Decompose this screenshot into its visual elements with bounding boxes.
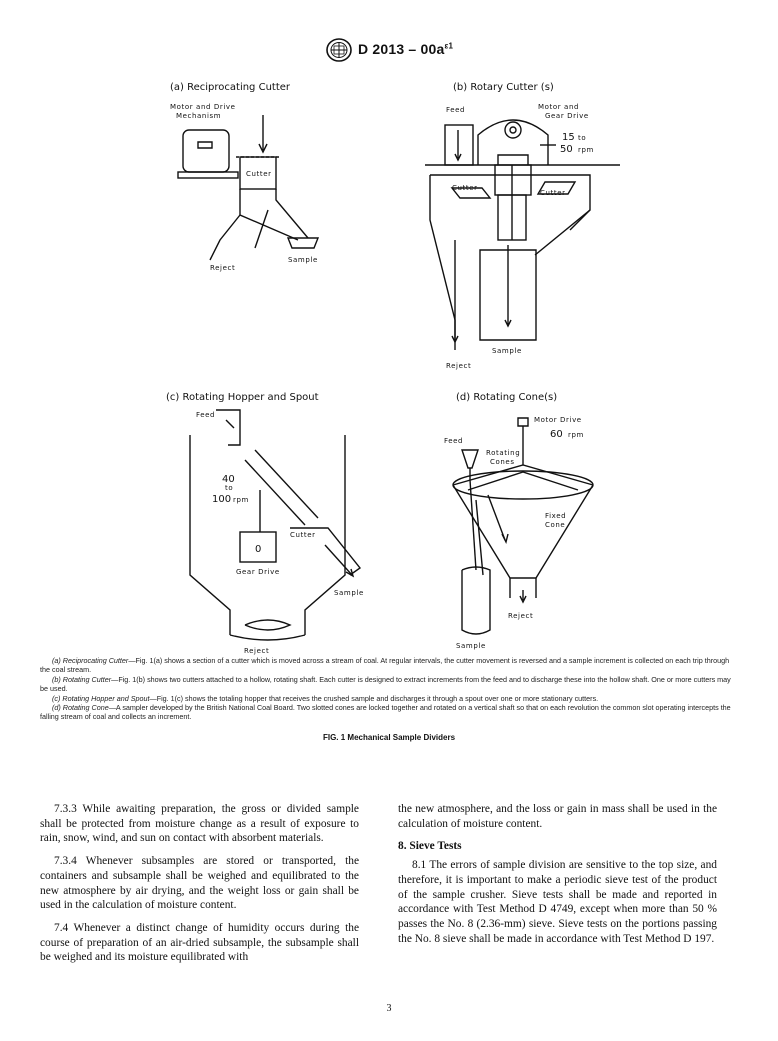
svg-text:Feed: Feed <box>196 411 216 419</box>
svg-text:(c) Rotating Hopper and Spo: (c) Rotating Hopper and Spout <box>166 392 319 403</box>
svg-text:Sample: Sample <box>456 642 486 650</box>
svg-text:0: 0 <box>255 544 262 555</box>
figure-captions <box>40 656 740 722</box>
svg-text:Motor and Drive: Motor and Drive <box>170 103 236 111</box>
svg-text:40: 40 <box>222 474 235 485</box>
right-column <box>398 802 717 954</box>
svg-text:100: 100 <box>212 494 232 505</box>
svg-text:to: to <box>578 134 587 142</box>
svg-text:rpm: rpm <box>568 431 584 439</box>
caption-c: (c) Rotating Hopper and Spout—Fig. 1(c) shows the totaling hopper that receives the crushed sample and discharges it through a spout over one or more stationary cutters. <box>52 693 599 703</box>
caption-a: (a) Reciprocating Cutter—Fig. 1(a) shows a section of a cutter which is moved across a stream of coal. At regular intervals, the cutter movement is reversed and a sample increment is collected on each trip through the coal stream. <box>40 656 730 675</box>
paragraph-8-1: 8.1 The errors of sample division are sensitive to the top size, and therefore, it is important to make a periodic sieve test of the product of the sample crusher. Sieve tests shall be made and reported in accordance with Test Method D 4749, except when more than 50 % passes the No. 8 (2.36-mm) sieve. Sieve tests on the portions passing the No. 8 sieve shall be made in accordance with Test Method D 197. <box>398 859 717 945</box>
paragraph-7-3-3: 7.3.3 While awaiting preparation, the gross or divided sample shall be protected from moisture change as a result of exposure to rain, snow, wind, and sun on contact with absorbent materials. <box>40 803 359 845</box>
section-8-heading: 8. Sieve Tests <box>398 840 462 853</box>
svg-text:60: 60 <box>550 429 563 440</box>
svg-text:Fixed: Fixed <box>545 512 567 520</box>
svg-text:Cone: Cone <box>545 521 566 529</box>
page-number: 3 <box>386 1003 392 1014</box>
panel-a-reciprocating-cutter <box>170 82 318 272</box>
svg-text:rpm: rpm <box>578 146 594 154</box>
svg-text:to: to <box>225 484 234 492</box>
svg-text:(d) Rotating Cone(s): (d) Rotating Cone(s) <box>456 392 558 403</box>
svg-text:Reject: Reject <box>244 647 270 655</box>
svg-text:Cones: Cones <box>490 458 515 466</box>
svg-text:Sample: Sample <box>492 347 522 355</box>
svg-text:Cutter: Cutter <box>540 189 566 197</box>
paragraph-7-4-continued: the new atmosphere, and the loss or gain in mass shall be used in the calculation of moisture content. <box>398 803 717 830</box>
svg-text:Rotating: Rotating <box>486 449 521 457</box>
svg-text:Reject: Reject <box>508 612 534 620</box>
svg-text:Mechanism: Mechanism <box>176 112 222 120</box>
svg-text:rpm: rpm <box>233 496 249 504</box>
figure-1 <box>0 70 778 655</box>
caption-d: (d) Rotating Cone—A sampler developed by the British National Coal Board. Two slotted cones are locked together and rotated on a vertical shaft so that on each revolution the common slot operating intercepts the falling stream of coal and collects an increment. <box>40 703 731 722</box>
panel-d-rotating-cone <box>444 392 593 650</box>
astm-logo-icon <box>325 38 353 62</box>
svg-text:Feed: Feed <box>444 437 464 445</box>
svg-text:Cutter: Cutter <box>290 531 316 539</box>
svg-text:Gear Drive: Gear Drive <box>236 568 280 576</box>
svg-text:(b) Rotary Cutter (s): (b) Rotary Cutter (s) <box>453 82 554 93</box>
svg-text:15: 15 <box>562 132 575 143</box>
paragraph-7-3-4: 7.3.4 Whenever subsamples are stored or transported, the containers and subsample shall be weighed and equilibrated to the new atmosphere by air drying, and the weight loss or gain shall be used in the calculation of moisture content. <box>40 855 359 912</box>
svg-text:Cutter: Cutter <box>452 184 478 192</box>
paragraph-7-4: 7.4 Whenever a distinct change of humidity occurs during the course of preparation of an air-dried subsample, the subsample shall be weighed and its moisture equilibrated with <box>40 921 359 964</box>
svg-text:Motor Drive: Motor Drive <box>534 416 582 424</box>
svg-text:Gear Drive: Gear Drive <box>545 112 589 120</box>
svg-text:Motor and: Motor and <box>538 103 580 111</box>
figure-title: FIG. 1 Mechanical Sample Dividers <box>322 733 456 742</box>
document-designation: D $2013 - 00a^{\varepsilon 1}$ <box>358 41 454 57</box>
caption-b: (b) Rotating Cutter—Fig. 1(b) shows two cutters attached to a hollow, rotating shaft. Each cutter is designed to extract increments from the feed and to discharge these into the hollow shaft. One or more cutters may be used. <box>40 674 731 694</box>
svg-text:Reject: Reject <box>446 362 472 370</box>
svg-text:50: 50 <box>560 144 573 155</box>
svg-text:Cutter: Cutter <box>246 170 272 178</box>
panel-c-rotating-hopper <box>166 392 364 655</box>
svg-text:Reject: Reject <box>210 264 236 272</box>
figure-drawing <box>0 70 778 655</box>
svg-text:Sample: Sample <box>334 589 364 597</box>
panel-b-rotary-cutter <box>425 82 620 370</box>
svg-text:Feed: Feed <box>446 106 466 114</box>
svg-text:(a) Reciprocating Cutter: (a) Reciprocating Cutter <box>170 82 291 93</box>
svg-text:Sample: Sample <box>288 256 318 264</box>
left-column <box>40 802 359 973</box>
page-header <box>0 38 778 68</box>
